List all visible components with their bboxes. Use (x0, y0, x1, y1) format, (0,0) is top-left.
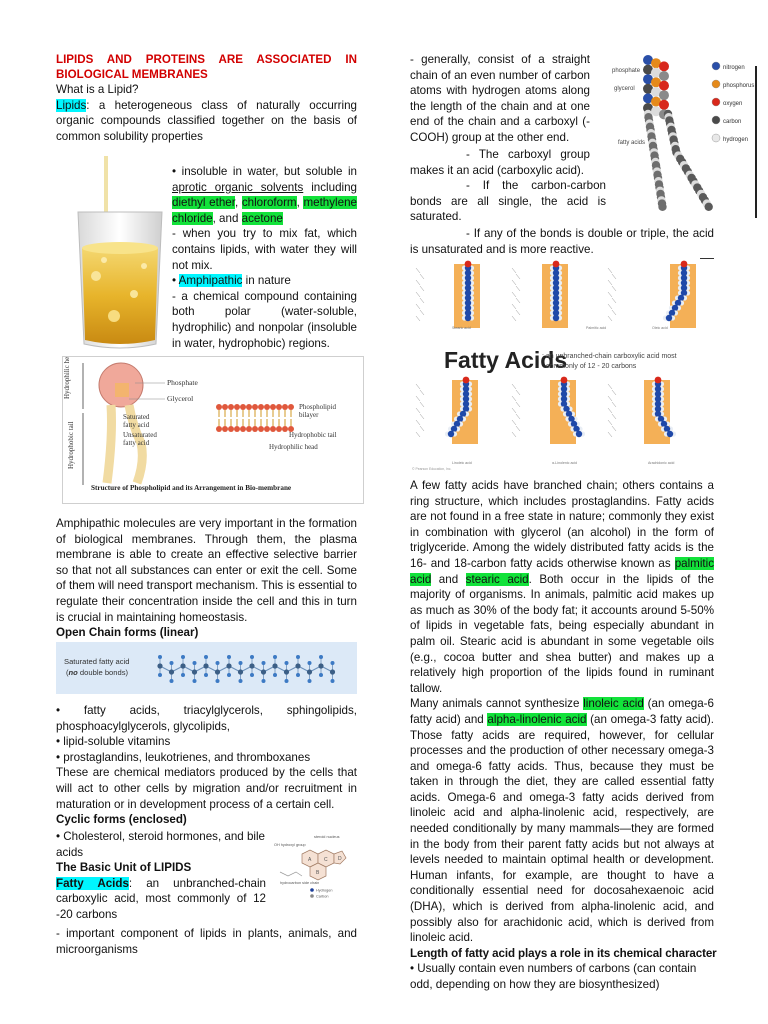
alpha-linolenic-highlight: alpha-linolenic acid (487, 712, 587, 726)
saturated-label: Saturated (123, 413, 150, 421)
svg-text:Carbon: Carbon (316, 894, 329, 899)
svg-text:hydrogen: hydrogen (723, 137, 749, 143)
amphipathic-paragraph-block (56, 516, 357, 641)
section-heading: LIPIDS AND PROTEINS ARE ASSOCIATED IN BIOLOGICAL MEMBRANES (56, 53, 357, 81)
svg-text:B: B (316, 870, 320, 876)
mediators-text: These are chemical mediators produced by the cells that will act to other cells by migration and/or recruitment in maturation or in development process of a certain cell. (56, 766, 357, 811)
palmitic-acid-highlight: palmitic acid (410, 556, 714, 586)
basic-unit-heading: The Basic Unit of LIPIDS (56, 861, 192, 875)
svg-text:© Pearson Education, Inc.: © Pearson Education, Inc. (412, 467, 452, 471)
phospholipid-caption: Structure of Phospholipid and its Arrangement in Bio-membrane (91, 484, 292, 492)
svg-text:Palmitic acid: Palmitic acid (586, 326, 607, 330)
svg-text:Linoleic acid: Linoleic acid (452, 461, 472, 465)
important-text: - important component of lipids in plants, animals, and microorganisms (56, 927, 357, 956)
svg-text:steroid nucleus: steroid nucleus (314, 835, 340, 839)
fatty-acids-title: Fatty Acids (444, 347, 568, 373)
amphipathic-paragraph: Amphipathic molecules are very important in the formation of biological membranes. Through them, the plasma membrane is able to create an effective selective barrier so that not all substances can enter or exit the cell. Some of them will need transport mechanism. This is essential to regulate their concentration inside the cell and this in turn is crucial in maintaining homeostasis. (56, 517, 357, 624)
svg-text:D: D (338, 856, 342, 862)
glycerol-label: Glycerol (167, 394, 194, 403)
bilayer-graphic (216, 404, 294, 432)
fatty-acid-structure-block (410, 52, 590, 146)
svg-text:oxygen: oxygen (723, 101, 743, 107)
saturated-fatty-acid-figure (56, 642, 357, 694)
phosphate-label: Phosphate (167, 378, 198, 387)
stearic-acid-highlight: stearic acid (465, 572, 529, 586)
lipids-term: Lipids (56, 98, 87, 112)
single-bond-text: - If the carbon-carbon bonds are all single, the acid is saturated. (410, 179, 606, 224)
svg-text:OH hydroxyl group: OH hydroxyl group (274, 843, 306, 847)
solvent-methylene-chloride: methylene chloride (172, 196, 357, 225)
hydrophilic-label: Hydrophilic head (63, 357, 71, 399)
svg-text:Hydrogen: Hydrogen (316, 888, 333, 893)
list-item-vitamins: • lipid-soluble vitamins (56, 735, 171, 749)
svg-text:fatty acid: fatty acid (123, 439, 150, 447)
length-item: • Usually contain even numbers of carbons (can contain odd, depending on how they are biosynthesized) (410, 962, 697, 991)
important-block (56, 926, 357, 957)
insoluble-bullet: • insoluble in water, but soluble in aprotic organic solvents including diethyl ether, chloroform, methylene chloride, and acetone (172, 165, 357, 225)
carboxyl-text: - The carboxyl group makes it an acid (carboxylic acid). (410, 148, 590, 177)
double-bond-text: - If any of the bonds is double or triple, the acid is unsaturated and is more reactive. (410, 227, 714, 256)
unsaturated-label: Unsaturated (123, 431, 157, 439)
cyclic-item-block (56, 829, 266, 923)
lipid-types-block (56, 703, 361, 828)
hydrophilic-head-label: Hydrophilic head (269, 443, 318, 451)
svg-text:fatty acid: fatty acid (123, 421, 150, 429)
carboxyl-block (410, 147, 590, 178)
solvent-acetone: acetone (241, 211, 283, 225)
list-item-prostaglandins: • prostaglandins, leukotrienes, and thromboxanes (56, 750, 311, 764)
cyclic-item: • Cholesterol, steroid hormones, and bile acids (56, 830, 265, 859)
svg-text:α-Linolenic acid: α-Linolenic acid (552, 461, 578, 465)
branched-paragraph: A few fatty acids have branched chain; others contains a ring structure, which includes prostaglandins. Fatty acids are not found in a free state in nature; commonly they exist in combination with glycerol (an alcohol) in the form of triglyceride. Among the widely distributed fatty acids is the 16- and 18-carbon fatty acids otherwise known as palmitic acid and stearic acid. Both occur in the lipids of the majority of organisms. In animals, palmitic acid makes up as much as 30% of the body fat; it accounts around 5-50% of lipids in vegetable fats, being especially abundant in palm oil. Stearic acid is abundant in some vegetable oils (e.g., cocoa butter and shea butter) and makes up a relatively high proportion of the lipids found in ruminant tallow. (410, 479, 714, 695)
amphipathic-term: Amphipathic (178, 274, 243, 288)
oil-water-glass-image (74, 156, 166, 352)
fatty-acid-definition: Fatty Acids: an unbranched-chain carboxylic acid, most commonly of 12 -20 carbons (56, 876, 266, 921)
amphipathic-bullet: • Amphipathic in nature (172, 274, 291, 288)
svg-text:(no double bonds): (no double bonds) (66, 668, 129, 677)
question-heading: What is a Lipid? (56, 83, 139, 96)
svg-text:C: C (324, 857, 328, 863)
svg-text:hydrocarbon side chain: hydrocarbon side chain (280, 881, 320, 885)
open-chain-heading: Open Chain forms (linear) (56, 626, 199, 640)
mix-text: - when you try to mix fat, which contains lipids, with water they will not mix. (172, 227, 357, 272)
double-bond-block (410, 226, 714, 257)
length-heading: Length of fatty acid plays a role in its chemical character (410, 946, 717, 960)
fatty-acids-figure (410, 258, 714, 472)
phospholipid-molecule-image (606, 52, 758, 218)
essential-paragraph: Many animals cannot synthesize linoleic acid (an omega-6 fatty acid) and alpha-linolenic acid (an omega-3 fatty acid). Those fatty acids are required, however, for cellular processes and the production of other necessary omega-3 and omega-6 fatty acids. Thus, because they must be taken in through the diet, they are called essential fatty acids. Omega-6 and omega-3 fatty acids derived from linoleic acid and alpha-linolenic acid, respectively, are needed conditionally by many mammals—they are formed in the body from their parent fatty acids but not always at levels needed to maintain optimal health or development. Human infants, for example, are thought to have a conditionally essential need for docosahexaenoic acid (DHA), which is derived from alpha-linolenic acid, and possibly also for arachidonic acid, which is derived from linoleic acid. (410, 697, 714, 945)
steroid-nucleus-figure (272, 832, 362, 902)
fatty-acids-term: Fatty Acids (56, 876, 129, 890)
svg-text:carbon: carbon (723, 119, 742, 125)
svg-text:nitrogen: nitrogen (723, 65, 745, 71)
hydrophobic-tail-label: Hydrophobic tail (289, 431, 337, 439)
solvent-chloroform: chloroform (241, 196, 297, 210)
solvent-diethyl-ether: diethyl ether (172, 196, 235, 210)
svg-text:Arachidonic acid: Arachidonic acid (648, 461, 675, 465)
fatty-acid-paragraphs (410, 478, 717, 993)
hydrophobic-label: Hydrophobic tail (67, 421, 75, 469)
cyclic-heading: Cyclic forms (enclosed) (56, 813, 187, 827)
svg-text:Stearic acid: Stearic acid (452, 326, 471, 330)
svg-text:Oleic acid: Oleic acid (652, 326, 668, 330)
svg-text:commonly of 12 - 20 carbons: commonly of 12 - 20 carbons (546, 363, 637, 370)
svg-text:A: A (308, 857, 312, 863)
straight-chain-text: - generally, consist of a straight chain of an even number of carbon atoms with hydrogen atoms along the length of the chain and at one end of the chain and a carboxyl (-COOH) group at the other end. (410, 53, 590, 144)
left-column (56, 52, 357, 144)
linoleic-acid-highlight: linoleic acid (583, 697, 644, 711)
svg-text:: an unbranched-chain carboxyl: : an unbranched-chain carboxylic acid most (542, 353, 677, 360)
list-item-fatty-acids: • fatty acids, triacylglycerols, sphingolipids, phosphoacylglycerols, glycolipids, (56, 704, 361, 733)
svg-text:bilayer: bilayer (299, 411, 319, 419)
sat-fatty-acid-label: Saturated fatty acid (64, 657, 130, 666)
single-bond-block (410, 178, 606, 225)
phospholipid-figure (62, 356, 364, 504)
svg-text:phosphorus: phosphorus (723, 83, 755, 89)
svg-text:glycerol: glycerol (614, 86, 635, 92)
solubility-block (172, 164, 357, 351)
amphipathic-definition: - a chemical compound containing both polar (water-soluble, hydrophilic) and nonpolar (insoluble in water, hydrophobic) regions. (172, 289, 357, 350)
lipid-definition: Lipids: a heterogeneous class of naturally occurring organic compounds classified together on the basis of common solubility properties (56, 98, 357, 143)
svg-text:phosphate: phosphate (612, 68, 641, 74)
bilayer-label: Phospholipid (299, 403, 336, 411)
svg-text:fatty acids: fatty acids (618, 140, 646, 146)
